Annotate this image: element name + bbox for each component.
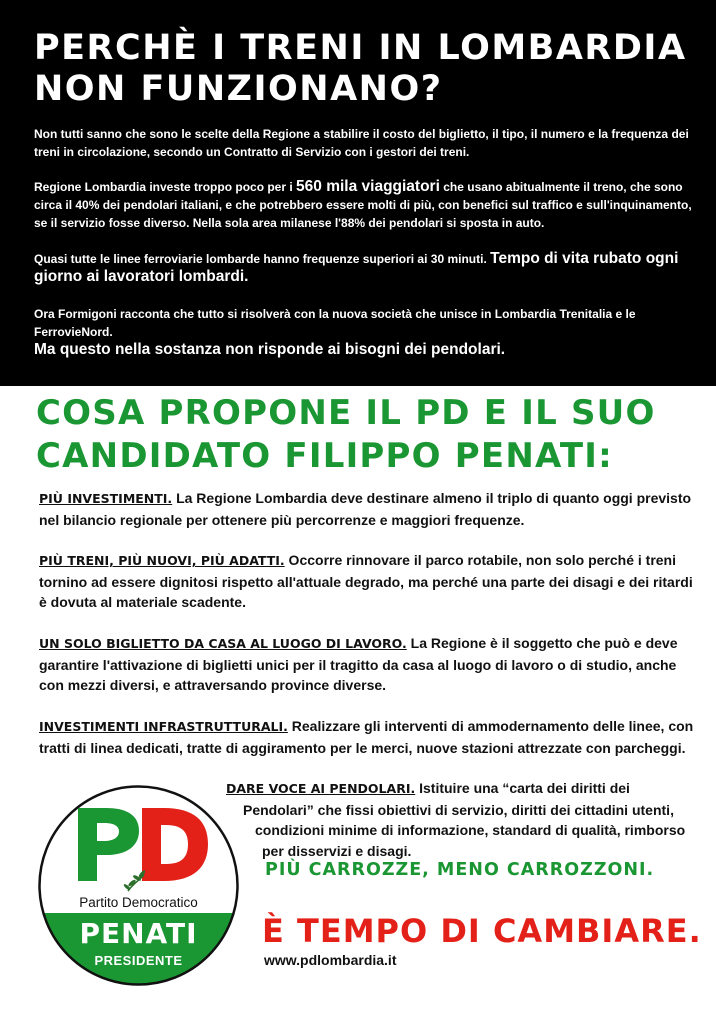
main-title-line2: NON FUNZIONANO?	[34, 69, 443, 109]
proposal-item-last	[226, 778, 696, 861]
black-header-section	[0, 0, 716, 386]
proposal-item	[39, 633, 699, 696]
logo-party-name: Partito Democratico	[79, 895, 198, 910]
logo-role: PRESIDENTE	[94, 953, 183, 968]
proposal-text: Realizzare gli interventi di ammodernamento delle linee, con tratti di linea dedicati, tratte di aggiramento per le merci, nuove stazioni attrezzate con parcheggi.	[39, 718, 694, 756]
p4-highlight: Ma questo nella sostanza non risponde ai bisogni dei pendolari.	[34, 341, 506, 358]
slogan-carrozze: PIÙ CARROZZE, MENO CARROZZONI.	[265, 860, 655, 880]
proposal-lead: PIÙ INVESTIMENTI.	[39, 491, 173, 506]
main-title-line1: PERCHÈ I TRENI IN LOMBARDIA	[34, 28, 687, 68]
p2-highlight: 560 mila viaggiatori	[296, 178, 440, 195]
proposal-item	[39, 716, 699, 758]
intro-paragraph-3	[34, 250, 694, 286]
proposal-text: Occorre rinnovare il parco rotabile, non solo perché i treni tornino ad essere dignitosi rispetto all'attuale degrado, ma perché una parte dei disagi e dei ritardi è dovuta al materiale scadente.	[39, 552, 693, 610]
main-title	[34, 28, 694, 110]
p4-text: Ora Formigoni racconta che tutto si risolverà con la nuova società che unisce in Lombardia Trenitalia e le FerrovieNord.	[34, 307, 636, 339]
proposal-lead: INVESTIMENTI INFRASTRUTTURALI.	[39, 719, 288, 734]
p2-text-b: che usano abitualmente il treno, che sono circa il 40% dei pendolari italiani, e che potrebbero essere molti di più, con benefici sul traffico e sull'inquinamento, se il servizio fosse diverso. Nella sola area milanese l'88% dei pendolari si sposta in auto.	[34, 180, 692, 230]
proposals-title	[36, 392, 706, 478]
last-text-1: Istituire una “carta dei diritti dei	[415, 780, 630, 796]
logo-candidate-name: PENATI	[79, 917, 198, 950]
p3-highlight: Tempo di vita rubato ogni giorno ai lavoratori lombardi.	[34, 250, 679, 285]
proposal-lead: UN SOLO BIGLIETTO DA CASA AL LUOGO DI LAVORO.	[39, 636, 407, 651]
proposals-title-line1: COSA PROPONE IL PD E IL SUO	[36, 393, 656, 433]
proposal-lead: DARE VOCE AI PENDOLARI.	[226, 781, 416, 796]
last-line-3: condizioni minime di informazione, standard di qualità, rimborso	[255, 822, 686, 838]
pd-penati-logo	[36, 783, 241, 988]
p2-text-a: Regione Lombardia investe troppo poco per i	[34, 180, 297, 194]
p3-text: Quasi tutte le linee ferroviarie lombarde hanno frequenze superiori ai 30 minuti.	[34, 252, 491, 266]
proposal-item	[39, 488, 699, 530]
proposal-text: La Regione Lombardia deve destinare almeno il triplo di quanto oggi previsto nel bilancio regionale per ottenere più percorrenze e maggiori frequenze.	[39, 490, 692, 528]
proposal-text: La Regione è il soggetto che può e deve garantire l'attivazione di biglietti unici per il tragitto da casa al luogo di lavoro o di studio, anche con mezzi diversi, e attraversando province diverse.	[39, 635, 678, 693]
proposal-item	[39, 550, 699, 613]
intro-paragraph-4	[34, 305, 694, 359]
last-line-1	[226, 778, 696, 800]
last-line-2: Pendolari” che fissi obiettivi di servizio, diritti dei cittadini utenti,	[243, 801, 674, 818]
intro-paragraph-1: Non tutti sanno che sono le scelte della Regione a stabilire il costo del biglietto, il tipo, il numero e la frequenza dei treni in circolazione, secondo un Contratto di Servizio con i gestori dei treni.	[34, 127, 689, 159]
intro-paragraph-2	[34, 178, 694, 232]
last-line-4: per disservizi e disagi.	[262, 842, 412, 859]
proposals-title-line2: CANDIDATO FILIPPO PENATI:	[36, 436, 613, 476]
proposal-lead: PIÙ TRENI, PIÙ NUOVI, PIÙ ADATTI.	[39, 553, 285, 568]
website-link[interactable]: www.pdlombardia.it	[264, 952, 397, 968]
slogan-tempo-di-cambiare: È TEMPO DI CAMBIARE.	[262, 912, 702, 950]
